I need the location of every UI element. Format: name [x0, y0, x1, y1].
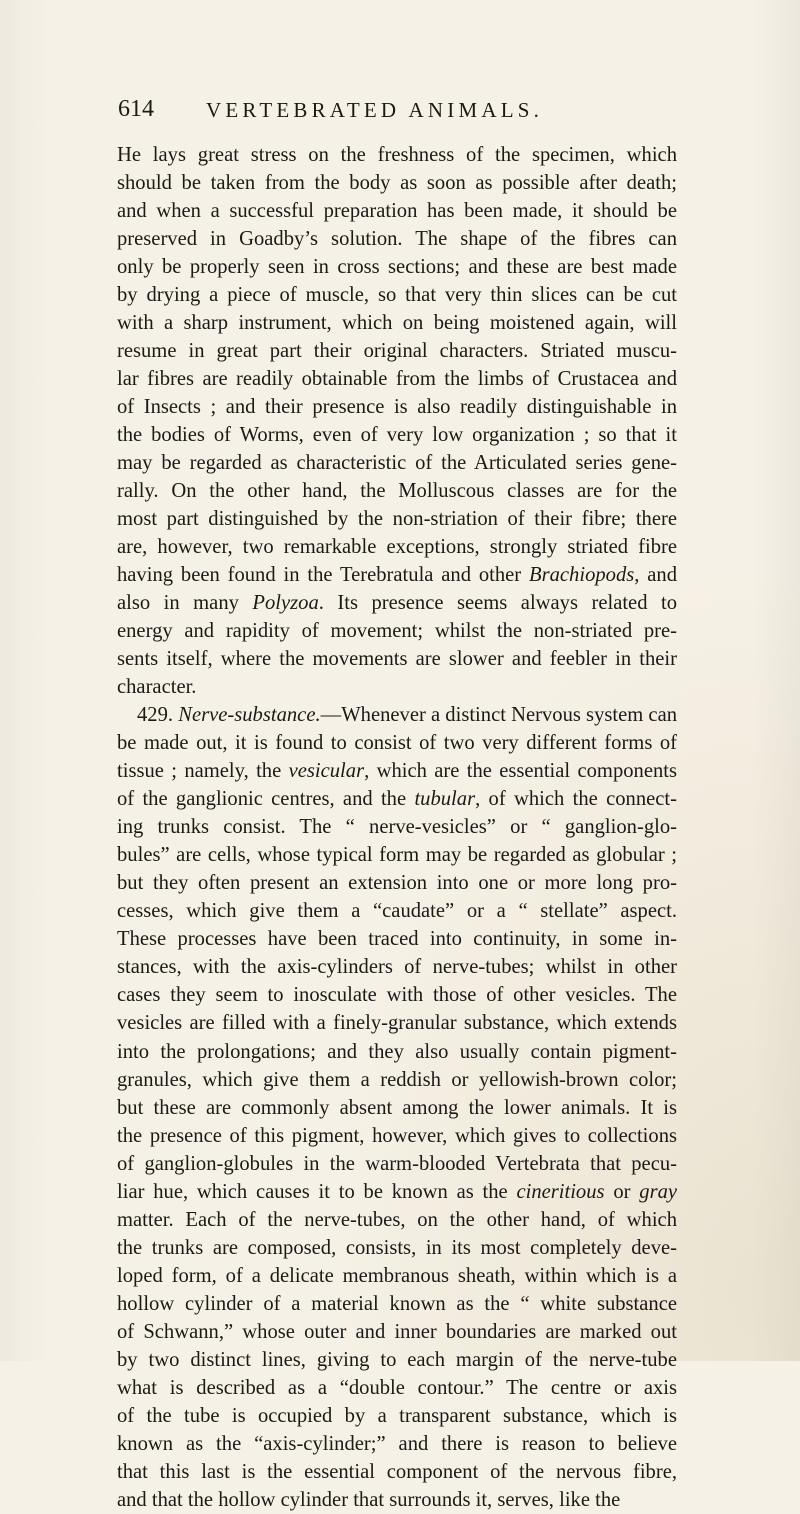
- italic-term: vesicular: [288, 760, 365, 783]
- text-line: rally. On the other hand, the Molluscous classes are for the: [117, 480, 677, 503]
- text-line: cases they seem to inosculate with those of other vesicles. The: [117, 984, 677, 1007]
- text-line: also in many Polyzoa. Its presence seems always related to: [117, 592, 677, 615]
- body-text: [117, 141, 677, 1514]
- text-line: the presence of this pigment, however, which gives to collections: [117, 1124, 677, 1147]
- text-line: what is described as a “double contour.” The centre or axis: [117, 1376, 677, 1399]
- text-line: of the tube is occupied by a transparent substance, which is: [117, 1404, 677, 1427]
- text-line: ing trunks consist. The “ nerve-vesicles” or “ ganglion-glo-: [117, 816, 677, 839]
- text-line: He lays great stress on the freshness of the specimen, which: [117, 144, 677, 166]
- text-line: only be properly seen in cross sections; and these are best made: [117, 256, 677, 279]
- running-head: VERTEBRATED ANIMALS.: [206, 98, 544, 122]
- text-line: the trunks are composed, consists, in its most completely deve-: [117, 1236, 677, 1259]
- text-line: are, however, two remarkable exceptions, strongly striated fibre: [117, 536, 677, 559]
- italic-term: tubular: [414, 788, 476, 811]
- text-line: be made out, it is found to consist of two very different forms of: [117, 732, 677, 755]
- text-line: by two distinct lines, giving to each margin of the nerve-tube: [117, 1348, 677, 1371]
- text-line: hollow cylinder of a material known as the “ white substance: [117, 1292, 677, 1315]
- text-line: having been found in the Terebratula and other Brachiopods, and: [117, 564, 678, 587]
- text-line: sents itself, where the movements are slower and feebler in their: [117, 648, 677, 671]
- text-line: matter. Each of the nerve-tubes, on the other hand, of which: [117, 1208, 677, 1231]
- text-line: but they often present an extension into one or more long pro-: [117, 872, 677, 895]
- text-line: should be taken from the body as soon as possible after death;: [117, 172, 677, 195]
- text-line: most part distinguished by the non-striation of their fibre; there: [117, 508, 677, 531]
- text-line: the bodies of Worms, even of very low organization ; so that it: [117, 424, 677, 447]
- text-line: may be regarded as characteristic of the Articulated series gene-: [117, 452, 677, 475]
- text-line: liar hue, which causes it to be known as the cineritious or gray: [117, 1180, 678, 1203]
- italic-term: gray: [639, 1180, 678, 1203]
- text-line: tissue ; namely, the vesicular, which are the essential components: [117, 760, 678, 783]
- page-header: [118, 96, 668, 126]
- text-line: that this last is the essential component of the nervous fibre,: [117, 1460, 677, 1483]
- text-line: resume in great part their original characters. Striated muscu-: [117, 340, 677, 363]
- text-line: energy and rapidity of movement; whilst the non-striated pre-: [117, 620, 677, 643]
- italic-term: Brachiopods: [529, 564, 635, 587]
- text-line: granules, which give them a reddish or yellowish-brown color;: [117, 1068, 677, 1091]
- text-line: known as the “axis-cylinder;” and there is reason to believe: [117, 1432, 677, 1455]
- italic-term: Polyzoa: [252, 592, 319, 615]
- text-line: vesicles are filled with a finely-granular substance, which extends: [117, 1012, 677, 1035]
- text-line: stances, with the axis-cylinders of nerve-tubes; whilst in other: [117, 956, 677, 979]
- text-line: preserved in Goadby’s solution. The shape of the fibres can: [117, 228, 677, 251]
- text-line: with a sharp instrument, which on being moistened again, will: [117, 312, 677, 335]
- text-line: but these are commonly absent among the lower animals. It is: [117, 1096, 677, 1119]
- text-line: of the ganglionic centres, and the tubular, of which the connect-: [117, 788, 677, 811]
- text-line: loped form, of a delicate membranous sheath, within which is a: [117, 1264, 677, 1287]
- text-line: 429. Nerve-substance.—Whenever a distinct Nervous system can: [137, 704, 678, 727]
- text-line: of ganglion-globules in the warm-blooded Vertebrata that pecu-: [117, 1152, 677, 1175]
- text-line: by drying a piece of muscle, so that very thin slices can be cut: [117, 284, 677, 307]
- text-line: cesses, which give them a “caudate” or a “ stellate” aspect.: [117, 900, 677, 923]
- text-line: bules” are cells, whose typical form may be regarded as globular ;: [117, 844, 677, 867]
- text-line: These processes have been traced into continuity, in some in-: [117, 928, 677, 951]
- italic-term: Nerve-substance.: [178, 704, 321, 727]
- page-number: 614: [118, 96, 154, 122]
- text-line: character.: [117, 676, 197, 699]
- text-line: of Schwann,” whose outer and inner boundaries are marked out: [117, 1320, 677, 1343]
- text-line: into the prolongations; and they also usually contain pigment-: [117, 1040, 677, 1063]
- text-line: lar fibres are readily obtainable from the limbs of Crustacea and: [117, 368, 677, 391]
- text-line: and when a successful preparation has been made, it should be: [117, 200, 677, 223]
- italic-term: cineritious: [516, 1180, 605, 1203]
- text-line: of Insects ; and their presence is also readily distinguishable in: [117, 396, 677, 419]
- text-line: and that the hollow cylinder that surrounds it, serves, like the: [117, 1488, 621, 1511]
